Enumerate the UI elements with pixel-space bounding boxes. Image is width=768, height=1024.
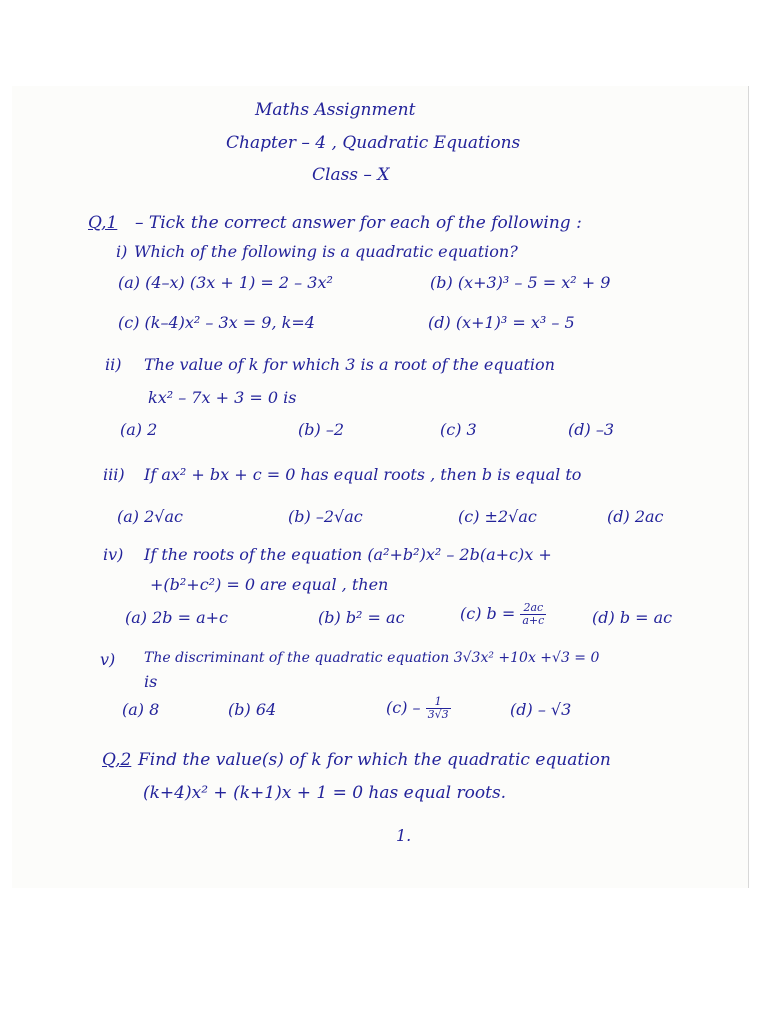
page-number: 1.	[396, 826, 412, 845]
class-label: Class – X	[312, 165, 390, 185]
part-iv-question-line2: +(b²+c²) = 0 are equal , then	[150, 575, 389, 594]
part-i-option-a: (a) (4–x) (3x + 1) = 2 – 3x²	[118, 273, 333, 292]
question-2-number: Q,2	[102, 750, 132, 770]
part-iv-question: If the roots of the equation (a²+b²)x² – 2b(a+c)x +	[144, 545, 552, 564]
part-v-option-d: (d) – √3	[510, 700, 572, 719]
part-iii-option-b: (b) –2√ac	[288, 507, 363, 526]
part-iii-option-a: (a) 2√ac	[117, 507, 183, 526]
part-iv-option-b: (b) b² = ac	[318, 608, 405, 627]
part-i-question: Which of the following is a quadratic equation?	[134, 242, 518, 261]
question-2-equation: (k+4)x² + (k+1)x + 1 = 0 has equal roots.	[143, 783, 507, 803]
part-ii-question-line2: kx² – 7x + 3 = 0 is	[148, 388, 297, 407]
part-i-label: i)	[116, 242, 128, 261]
part-v-option-c	[386, 696, 451, 721]
part-ii-option-c: (c) 3	[440, 420, 477, 439]
part-iv-option-c-label: (c) b =	[460, 604, 516, 623]
part-iv-label: iv)	[103, 545, 124, 564]
part-iv-option-c-fraction	[520, 602, 546, 627]
part-i-option-d: (d) (x+1)³ = x³ – 5	[428, 313, 575, 332]
assignment-title: Maths Assignment	[255, 100, 416, 120]
part-iii-question: If ax² + bx + c = 0 has equal roots , then b is equal to	[144, 465, 582, 484]
chapter-heading: Chapter – 4 , Quadratic Equations	[226, 133, 521, 153]
part-v-label: v)	[100, 650, 116, 669]
question-2-text: Find the value(s) of k for which the quadratic equation	[138, 750, 611, 770]
part-iv-option-d: (d) b = ac	[592, 608, 673, 627]
part-v-question: The discriminant of the quadratic equation 3√3x² +10x +√3 = 0	[144, 650, 600, 666]
part-ii-option-b: (b) –2	[298, 420, 344, 439]
part-v-option-b: (b) 64	[228, 700, 277, 719]
part-ii-option-a: (a) 2	[120, 420, 158, 439]
part-ii-question: The value of k for which 3 is a root of the equation	[144, 355, 555, 374]
part-iii-label: iii)	[103, 465, 125, 484]
part-i-option-c: (c) (k–4)x² – 3x = 9, k=4	[118, 313, 315, 332]
part-iv-option-c	[460, 602, 546, 627]
part-v-question-line2: is	[144, 672, 158, 691]
question-1-number: Q,1	[88, 213, 118, 233]
part-iv-option-a: (a) 2b = a+c	[125, 608, 229, 627]
fraction-denominator: 3√3	[427, 708, 449, 721]
question-1-instruction: – Tick the correct answer for each of the following :	[135, 213, 582, 233]
part-v-option-c-fraction	[426, 696, 451, 721]
part-ii-label: ii)	[105, 355, 122, 374]
fraction-numerator: 2ac	[520, 602, 546, 615]
part-iii-option-c: (c) ±2√ac	[458, 507, 537, 526]
part-i-option-b: (b) (x+3)³ – 5 = x² + 9	[430, 273, 611, 292]
part-ii-option-d: (d) –3	[568, 420, 614, 439]
fraction-denominator: a+c	[522, 614, 545, 627]
part-v-option-c-label: (c) –	[386, 698, 421, 717]
fraction-numerator: 1	[426, 696, 451, 709]
part-v-option-a: (a) 8	[122, 700, 160, 719]
part-iii-option-d: (d) 2ac	[607, 507, 664, 526]
